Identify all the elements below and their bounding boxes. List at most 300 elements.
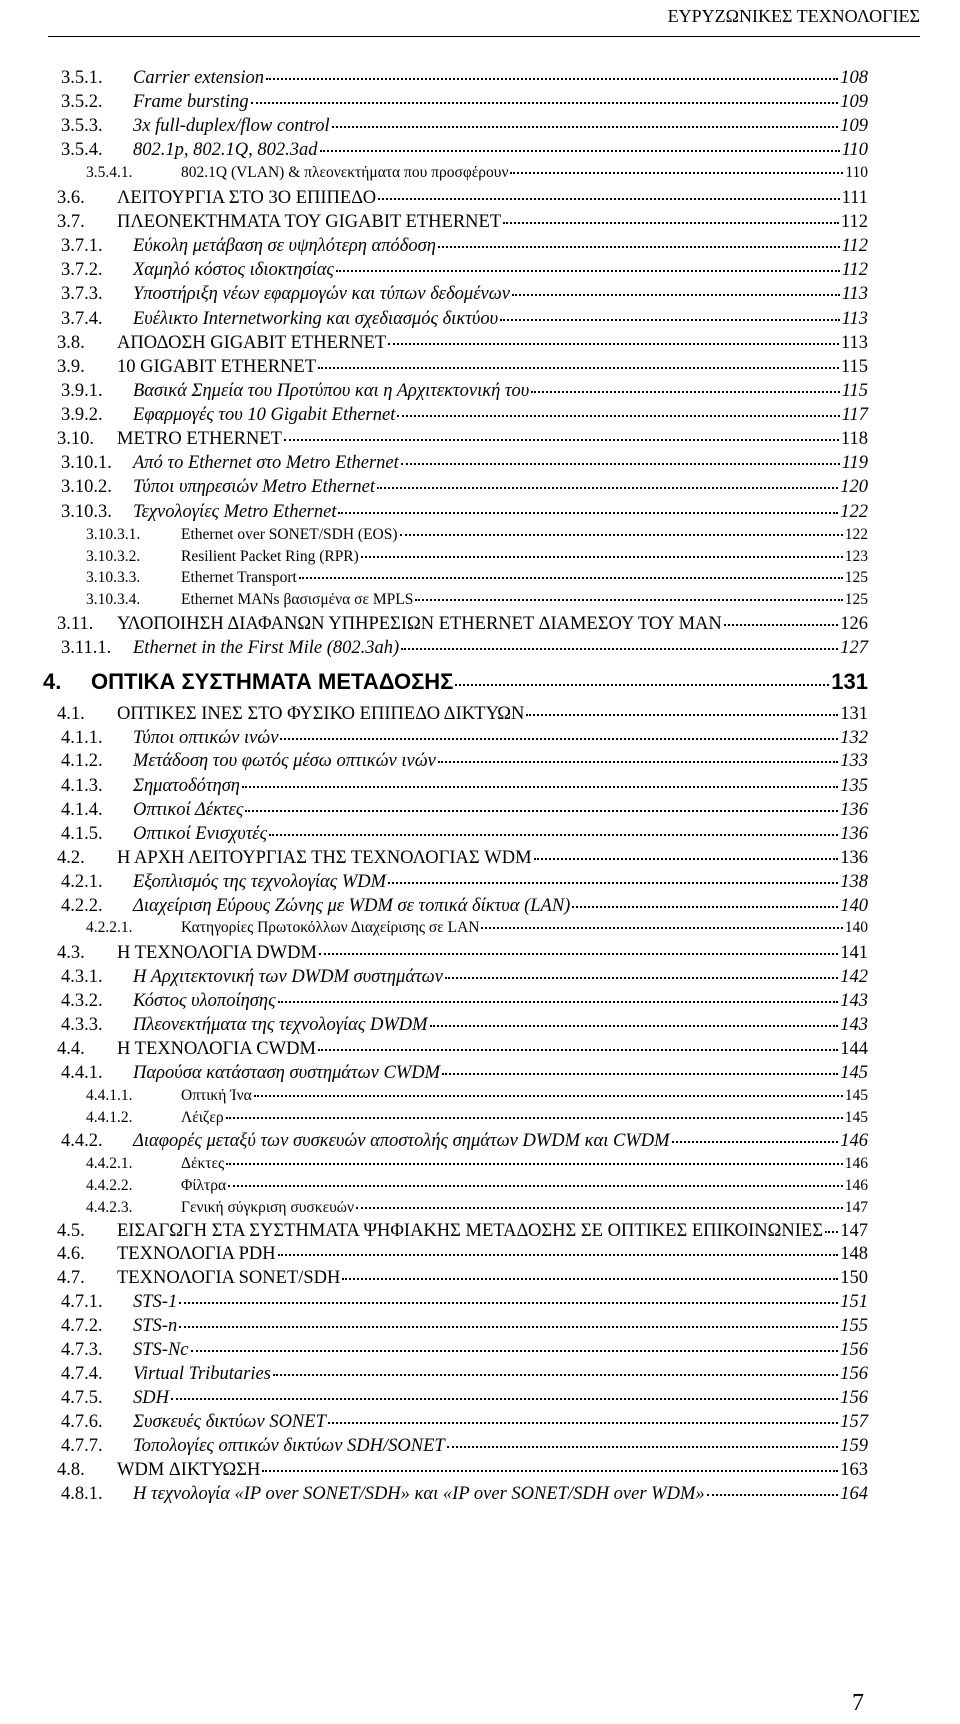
toc-entry-number: 3.7.1. <box>61 236 103 256</box>
toc-entry-number: 3.10.3.3. <box>86 569 141 586</box>
toc-entry-number: 3.9.2. <box>61 405 103 425</box>
toc-entry-title: Resilient Packet Ring (RPR) <box>181 548 359 565</box>
toc-entry-number: 3.5.3. <box>61 116 103 136</box>
toc-dot-leader <box>724 624 838 626</box>
toc-entry-title: METRO ETHERNET <box>117 429 282 449</box>
toc-dot-leader <box>179 1326 838 1328</box>
toc-dot-leader <box>707 1494 839 1496</box>
toc-entry-page: 125 <box>844 569 868 586</box>
toc-entry-page: 148 <box>840 1244 868 1264</box>
toc-entry-page: 138 <box>840 872 868 892</box>
toc-dot-leader <box>280 738 838 740</box>
toc-dot-leader <box>445 977 838 979</box>
toc-entry-page: 109 <box>840 116 868 136</box>
toc-entry-number: 3.11. <box>57 614 94 634</box>
toc-dot-leader <box>266 78 838 80</box>
toc-entry-number: 4.4.2.1. <box>86 1155 133 1172</box>
toc-entry[interactable] <box>0 728 960 749</box>
toc-entry[interactable] <box>0 526 960 544</box>
toc-entry-number: 3.10.1. <box>61 453 112 473</box>
toc-dot-leader <box>397 415 839 417</box>
toc-entry-page: 109 <box>840 92 868 112</box>
toc-dot-leader <box>278 1001 839 1003</box>
toc-dot-leader <box>262 1470 838 1472</box>
toc-entry-page: 113 <box>841 309 868 329</box>
toc-entry-page: 115 <box>841 381 868 401</box>
toc-entry-title: Βασικά Σημεία του Προτύπου και η Αρχιτεκτονική του <box>133 381 530 401</box>
toc-entry[interactable] <box>0 477 960 498</box>
toc-entry[interactable] <box>0 309 960 330</box>
toc-entry-number: 4.6. <box>57 1244 85 1264</box>
toc-entry-number: 4.8.1. <box>61 1484 103 1504</box>
toc-entry-title: Φίλτρα <box>181 1177 227 1194</box>
toc-entry-page: 143 <box>840 991 868 1011</box>
toc-dot-leader <box>534 858 839 860</box>
toc-entry-page: 157 <box>840 1412 868 1432</box>
toc-entry-title: ΑΠΟΔΟΣΗ GIGABIT ETHERNET <box>117 333 387 353</box>
toc-entry-title: Τοπολογίες οπτικών δικτύων SDH/SONET <box>133 1436 445 1456</box>
toc-entry-page: 156 <box>840 1340 868 1360</box>
toc-entry-number: 3.10.2. <box>61 477 112 497</box>
toc-dot-leader <box>400 534 843 536</box>
toc-dot-leader <box>336 270 840 272</box>
toc-entry-page: 117 <box>841 405 868 425</box>
toc-entry-page: 146 <box>844 1177 868 1194</box>
toc-dot-leader <box>572 906 838 908</box>
toc-entry-title: ΛΕΙΤΟΥΡΓΙΑ ΣΤΟ 3Ο ΕΠΙΠΕΔΟ <box>117 188 377 208</box>
toc-entry-title: Γενική σύγκριση συσκευών <box>181 1199 354 1216</box>
toc-entry[interactable] <box>0 638 960 659</box>
toc-entry-number: 4.3.2. <box>61 991 103 1011</box>
toc-entry-title: ΥΛΟΠΟΙΗΣΗ ΔΙΑΦΑΝΩΝ ΥΠΗΡΕΣΙΩΝ ETHERNET ΔΙΑΜΕΣΟΥ ΤΟΥ MAN <box>117 614 722 634</box>
toc-entry[interactable] <box>0 1177 960 1195</box>
toc-dot-leader <box>526 714 838 716</box>
toc-entry-page: 164 <box>840 1484 868 1504</box>
toc-dot-leader <box>254 1095 843 1097</box>
toc-entry-title: ΤΕΧΝΟΛΟΓΙΑ SONET/SDH <box>117 1268 341 1288</box>
toc-entry[interactable] <box>0 751 960 772</box>
toc-entry-page: 136 <box>840 848 868 868</box>
toc-entry-page: 141 <box>840 943 868 963</box>
toc-dot-leader <box>438 761 838 763</box>
toc-entry[interactable] <box>0 943 960 964</box>
toc-entry-page: 151 <box>840 1292 868 1312</box>
toc-dot-leader <box>284 439 839 441</box>
toc-dot-leader <box>401 648 838 650</box>
toc-dot-leader <box>245 810 838 812</box>
toc-entry[interactable] <box>0 1340 960 1361</box>
toc-entry[interactable] <box>0 569 960 587</box>
toc-entry-number: 3.11.1. <box>61 638 112 658</box>
toc-dot-leader <box>481 927 842 929</box>
toc-entry[interactable] <box>0 1244 960 1265</box>
toc-entry-page: 146 <box>844 1155 868 1172</box>
toc-entry-title: ΠΛΕΟΝΕΚΤΗΜΑΤΑ ΤΟΥ GIGABIT ETHERNET <box>117 212 502 232</box>
toc-entry-title: Κόστος υλοποίησης <box>133 991 276 1011</box>
toc-entry-number: 3.7.2. <box>61 260 103 280</box>
toc-entry-title: Ευέλικτο Internetworking και σχεδιασμός δικτύου <box>133 309 499 329</box>
toc-entry-title: Λέιζερ <box>181 1109 224 1126</box>
toc-dot-leader <box>510 172 843 174</box>
toc-entry-title: Η Αρχιτεκτονική των DWDM συστημάτων <box>133 967 443 987</box>
toc-entry-title: Διαχείριση Εύρους Ζώνης με WDM σε τοπικά δίκτυα (LAN) <box>133 896 571 916</box>
toc-entry-number: 4. <box>43 669 62 694</box>
toc-entry-page: 118 <box>840 429 868 449</box>
toc-dot-leader <box>447 1446 839 1448</box>
toc-entry-title: Εφαρμογές του 10 Gigabit Ethernet <box>133 405 396 425</box>
toc-entry[interactable] <box>0 116 960 137</box>
toc-entry[interactable] <box>0 1087 960 1105</box>
toc-entry-title: ΤΕΧΝΟΛΟΓΙΑ PDH <box>117 1244 276 1264</box>
toc-entry[interactable] <box>0 800 960 821</box>
toc-entry-title: Υποστήριξη νέων εφαρμογών και τύπων δεδομένων <box>133 284 510 304</box>
toc-entry-number: 4.4.1. <box>61 1063 103 1083</box>
toc-entry-title: Ethernet over SONET/SDH (EOS) <box>181 526 398 543</box>
toc-entry-title: STS-n <box>133 1316 178 1336</box>
toc-entry[interactable] <box>0 164 960 182</box>
toc-entry[interactable] <box>0 1268 960 1289</box>
toc-entry[interactable] <box>0 1131 960 1152</box>
toc-entry-title: Ethernet in the First Mile (802.3ah) <box>133 638 400 658</box>
toc-entry[interactable] <box>0 1199 960 1217</box>
toc-entry[interactable] <box>0 453 960 474</box>
toc-entry[interactable] <box>0 776 960 797</box>
toc-entry[interactable] <box>0 919 960 937</box>
toc-entry-number: 3.9. <box>57 357 85 377</box>
toc-dot-leader <box>179 1302 838 1304</box>
toc-entry-number: 3.10.3.4. <box>86 591 141 608</box>
toc-entry-number: 3.10.3.2. <box>86 548 141 565</box>
toc-entry-page: 144 <box>840 1039 868 1059</box>
toc-entry-page: 122 <box>844 526 868 543</box>
toc-entry-number: 3.7. <box>57 212 85 232</box>
toc-dot-leader <box>455 684 829 686</box>
toc-entry-number: 4.7.3. <box>61 1340 103 1360</box>
toc-entry-title: Τύποι οπτικών ινών <box>133 728 279 748</box>
toc-entry-number: 4.8. <box>57 1460 85 1480</box>
toc-entry-number: 4.1.3. <box>61 776 103 796</box>
toc-entry-page: 112 <box>841 236 868 256</box>
toc-entry[interactable] <box>0 1155 960 1173</box>
toc-dot-leader <box>251 102 839 104</box>
toc-entry[interactable] <box>0 188 960 209</box>
toc-dot-leader <box>228 1185 843 1187</box>
toc-entry-page: 155 <box>840 1316 868 1336</box>
toc-entry-page: 136 <box>840 824 868 844</box>
toc-entry[interactable] <box>0 1460 960 1481</box>
toc-dot-leader <box>388 343 839 345</box>
toc-entry-number: 4.3.3. <box>61 1015 103 1035</box>
toc-entry-page: 123 <box>844 548 868 565</box>
toc-entry-page: 108 <box>840 68 868 88</box>
toc-entry-number: 4.7.4. <box>61 1364 103 1384</box>
toc-entry-title: Από το Ethernet στο Metro Ethernet <box>133 453 399 473</box>
toc-entry-number: 3.9.1. <box>61 381 103 401</box>
toc-entry-number: 4.3. <box>57 943 85 963</box>
toc-entry-title: Εύκολη μετάβαση σε υψηλότερη απόδοση <box>133 236 436 256</box>
toc-entry-title: Τύποι υπηρεσιών Metro Ethernet <box>133 477 376 497</box>
toc-dot-leader <box>273 1374 838 1376</box>
toc-entry-number: 4.4.1.1. <box>86 1087 133 1104</box>
toc-entry-number: 4.7.7. <box>61 1436 103 1456</box>
toc-entry-page: 111 <box>841 188 868 208</box>
toc-entry-page: 147 <box>844 1199 868 1216</box>
toc-entry-page: 135 <box>840 776 868 796</box>
toc-dot-leader <box>378 198 840 200</box>
toc-entry-page: 140 <box>840 896 868 916</box>
toc-dot-leader <box>361 556 843 558</box>
toc-dot-leader <box>226 1163 843 1165</box>
toc-entry-title: STS-1 <box>133 1292 178 1312</box>
toc-entry[interactable] <box>0 284 960 305</box>
toc-entry-title: Σηματοδότηση <box>133 776 240 796</box>
toc-dot-leader <box>442 1073 838 1075</box>
toc-dot-leader <box>342 1278 838 1280</box>
toc-entry-page: 146 <box>840 1131 868 1151</box>
toc-entry-number: 4.2.1. <box>61 872 103 892</box>
toc-entry-number: 4.2.2.1. <box>86 919 133 936</box>
toc-entry-title: Μετάδοση του φωτός μέσω οπτικών ινών <box>133 751 436 771</box>
toc-entry[interactable] <box>0 1436 960 1457</box>
toc-dot-leader <box>332 126 839 128</box>
toc-entry-page: 143 <box>840 1015 868 1035</box>
toc-entry-title: Carrier extension <box>133 68 265 88</box>
toc-entry-page: 131 <box>840 704 868 724</box>
toc-dot-leader <box>278 1254 839 1256</box>
toc-entry-title: ΟΠΤΙΚΑ ΣΥΣΤΗΜΑΤΑ ΜΕΤΑΔΟΣΗΣ <box>91 669 454 694</box>
toc-entry-page: 131 <box>831 669 868 694</box>
toc-entry-page: 115 <box>840 357 868 377</box>
toc-entry-title: Εξοπλισμός της τεχνολογίας WDM <box>133 872 387 892</box>
page-number: 7 <box>852 1690 864 1716</box>
toc-entry[interactable] <box>0 1015 960 1036</box>
toc-entry[interactable] <box>0 140 960 161</box>
toc-dot-leader <box>171 1398 838 1400</box>
toc-entry-number: 3.5.4. <box>61 140 103 160</box>
toc-entry-number: 4.7.6. <box>61 1412 103 1432</box>
toc-entry-page: 110 <box>845 164 868 181</box>
toc-entry[interactable] <box>0 405 960 426</box>
toc-entry-page: 142 <box>840 967 868 987</box>
toc-entry-page: 150 <box>840 1268 868 1288</box>
toc-entry-page: 133 <box>840 751 868 771</box>
toc-entry-number: 4.4.2.3. <box>86 1199 133 1216</box>
toc-entry-page: 145 <box>844 1087 868 1104</box>
toc-entry[interactable] <box>0 92 960 113</box>
toc-dot-leader <box>242 786 838 788</box>
toc-entry-title: ΟΠΤΙΚΕΣ ΙΝΕΣ ΣΤΟ ΦΥΣΙΚΟ ΕΠΙΠΕΔΟ ΔΙΚΤΥΩΝ <box>117 704 525 724</box>
toc-dot-leader <box>401 463 840 465</box>
toc-entry-page: 122 <box>840 502 868 522</box>
toc-entry-page: 163 <box>840 1460 868 1480</box>
toc-entry[interactable] <box>0 1109 960 1127</box>
toc-entry[interactable] <box>0 548 960 566</box>
toc-entry-title: 3x full-duplex/flow control <box>133 116 330 136</box>
toc-entry-page: 120 <box>840 477 868 497</box>
toc-entry-title: Κατηγορίες Πρωτοκόλλων Διαχείρισης σε LAN <box>181 919 480 936</box>
toc-entry-number: 3.10.3.1. <box>86 526 141 543</box>
toc-entry-number: 3.5.2. <box>61 92 103 112</box>
toc-entry[interactable] <box>0 333 960 354</box>
toc-dot-leader <box>825 1231 838 1233</box>
toc-dot-leader <box>191 1350 839 1352</box>
toc-entry-title: Η ΤΕΧΝΟΛΟΓΙΑ DWDM <box>117 943 317 963</box>
toc-entry-page: 113 <box>841 284 868 304</box>
toc-entry-number: 3.8. <box>57 333 85 353</box>
toc-entry-page: 112 <box>841 260 868 280</box>
toc-entry[interactable] <box>0 68 960 89</box>
toc-entry[interactable] <box>0 991 960 1012</box>
toc-entry-page: 140 <box>844 919 868 936</box>
toc-entry-number: 4.1.1. <box>61 728 103 748</box>
toc-entry-number: 4.3.1. <box>61 967 103 987</box>
toc-entry-page: 145 <box>844 1109 868 1126</box>
toc-entry-number: 3.5.4.1. <box>86 164 133 181</box>
toc-entry-title: Διαφορές μεταξύ των συσκευών αποστολής σημάτων DWDM και CWDM <box>133 1131 670 1151</box>
toc-dot-leader <box>299 577 843 579</box>
toc-dot-leader <box>318 1049 838 1051</box>
toc-dot-leader <box>269 834 838 836</box>
toc-entry-page: 126 <box>840 614 868 634</box>
toc-entry[interactable] <box>0 848 960 869</box>
toc-entry[interactable] <box>0 502 960 523</box>
toc-dot-leader <box>377 487 838 489</box>
toc-entry-title: Virtual Tributaries <box>133 1364 271 1384</box>
toc-entry-title: Παρούσα κατάσταση συστημάτων CWDM <box>133 1063 441 1083</box>
toc-entry[interactable] <box>0 236 960 257</box>
toc-entry-page: 156 <box>840 1364 868 1384</box>
toc-dot-leader <box>430 1025 839 1027</box>
toc-dot-leader <box>320 150 840 152</box>
toc-entry-title: Οπτικοί Ενισχυτές <box>133 824 268 844</box>
toc-entry-page: 113 <box>840 333 868 353</box>
toc-entry-title: Η ΑΡΧΗ ΛΕΙΤΟΥΡΓΙΑΣ ΤΗΣ ΤΕΧΝΟΛΟΓΙΑΣ WDM <box>117 848 532 868</box>
toc-entry-page: 119 <box>841 453 868 473</box>
toc-entry-number: 4.4. <box>57 1039 85 1059</box>
toc-entry[interactable] <box>0 1388 960 1409</box>
toc-entry-number: 4.7.1. <box>61 1292 103 1312</box>
toc-entry-number: 4.2. <box>57 848 85 868</box>
toc-dot-leader <box>226 1117 843 1119</box>
toc-entry[interactable] <box>0 872 960 893</box>
toc-entry-title: Ethernet Transport <box>181 569 297 586</box>
toc-entry-page: 156 <box>840 1388 868 1408</box>
toc-entry-page: 145 <box>840 1063 868 1083</box>
toc-entry[interactable] <box>0 1412 960 1433</box>
toc-entry[interactable] <box>0 212 960 233</box>
toc-entry-page: 136 <box>840 800 868 820</box>
toc-dot-leader <box>438 246 840 248</box>
toc-entry-page: 147 <box>840 1221 868 1241</box>
toc-dot-leader <box>328 1422 838 1424</box>
toc-entry[interactable] <box>0 1063 960 1084</box>
toc-dot-leader <box>503 222 839 224</box>
toc-dot-leader <box>318 367 839 369</box>
toc-entry-title: STS-Nc <box>133 1340 189 1360</box>
toc-entry[interactable] <box>0 1221 960 1242</box>
toc-dot-leader <box>338 512 838 514</box>
toc-dot-leader <box>500 319 840 321</box>
toc-entry-title: 802.1p, 802.1Q, 802.3ad <box>133 140 318 160</box>
toc-entry-title: Πλεονεκτήματα της τεχνολογίας DWDM <box>133 1015 428 1035</box>
toc-dot-leader <box>356 1207 843 1209</box>
toc-dot-leader <box>415 599 842 601</box>
toc-entry-page: 125 <box>844 591 868 608</box>
toc-entry-number: 4.7. <box>57 1268 85 1288</box>
toc-entry[interactable] <box>0 824 960 845</box>
toc-entry-page: 132 <box>840 728 868 748</box>
toc-entry-number: 3.6. <box>57 188 85 208</box>
toc-entry[interactable] <box>0 1292 960 1313</box>
toc-entry[interactable] <box>0 1484 960 1505</box>
toc-entry[interactable] <box>0 967 960 988</box>
toc-entry[interactable] <box>0 614 960 635</box>
toc-entry-title: Τεχνολογίες Metro Ethernet <box>133 502 337 522</box>
toc-dot-leader <box>531 391 839 393</box>
toc-entry-title: Ethernet MANs βασισμένα σε MPLS <box>181 591 414 608</box>
toc-entry[interactable] <box>0 669 960 695</box>
toc-entry-title: Η τεχνολογία «IP over SONET/SDH» και «IP over SONET/SDH over WDM» <box>133 1484 705 1504</box>
toc-entry-title: SDH <box>133 1388 169 1408</box>
toc-dot-leader <box>388 882 838 884</box>
toc-entry-number: 4.4.2. <box>61 1131 103 1151</box>
toc-entry-page: 110 <box>841 140 868 160</box>
toc-entry-title: 10 GIGABIT ETHERNET <box>117 357 317 377</box>
toc-entry[interactable] <box>0 896 960 917</box>
toc-entry-number: 4.1.5. <box>61 824 103 844</box>
toc-entry[interactable] <box>0 1316 960 1337</box>
toc-entry-title: ΕΙΣΑΓΩΓΗ ΣΤΑ ΣΥΣΤΗΜΑΤΑ ΨΗΦΙΑΚΗΣ ΜΕΤΑΔΟΣΗΣ ΣΕ ΟΠΤΙΚΕΣ ΕΠΙΚΟΙΝΩΝΙΕΣ <box>117 1221 823 1241</box>
toc-entry-page: 159 <box>840 1436 868 1456</box>
toc-entry-page: 112 <box>840 212 868 232</box>
toc-entry-number: 3.5.1. <box>61 68 103 88</box>
toc-entry-page: 127 <box>840 638 868 658</box>
toc-entry-number: 3.7.3. <box>61 284 103 304</box>
toc-entry-number: 4.4.2.2. <box>86 1177 133 1194</box>
toc-entry-number: 3.10. <box>57 429 94 449</box>
toc-entry-number: 4.1.2. <box>61 751 103 771</box>
toc-dot-leader <box>319 953 838 955</box>
toc-entry-number: 4.4.1.2. <box>86 1109 133 1126</box>
toc-entry-title: Frame bursting <box>133 92 249 112</box>
toc-entry[interactable] <box>0 381 960 402</box>
header-rule <box>48 36 920 37</box>
toc-entry-title: Χαμηλό κόστος ιδιοκτησίας <box>133 260 334 280</box>
toc-entry-title: Συσκευές δικτύων SONET <box>133 1412 326 1432</box>
toc-entry-title: Δέκτες <box>181 1155 225 1172</box>
toc-entry-number: 3.10.3. <box>61 502 112 522</box>
toc-dot-leader <box>672 1141 839 1143</box>
toc-entry-number: 4.1. <box>57 704 85 724</box>
toc-entry[interactable] <box>0 429 960 450</box>
toc-entry-number: 4.2.2. <box>61 896 103 916</box>
toc-entry-number: 4.7.2. <box>61 1316 103 1336</box>
toc-entry-title: WDM ΔΙΚΤΥΩΣΗ <box>117 1460 261 1480</box>
toc-dot-leader <box>512 294 840 296</box>
toc-entry-title: Οπτική Ίνα <box>181 1087 252 1104</box>
toc-entry-number: 4.1.4. <box>61 800 103 820</box>
toc-entry-title: 802.1Q (VLAN) & πλεονεκτήματα που προσφέρουν <box>181 164 509 181</box>
toc-entry[interactable] <box>0 591 960 609</box>
toc-entry-number: 4.7.5. <box>61 1388 103 1408</box>
toc-entry[interactable] <box>0 704 960 725</box>
toc-entry-number: 4.5. <box>57 1221 85 1241</box>
toc-entry[interactable] <box>0 260 960 281</box>
toc-entry[interactable] <box>0 357 960 378</box>
toc-entry[interactable] <box>0 1039 960 1060</box>
toc-entry-number: 3.7.4. <box>61 309 103 329</box>
toc-entry[interactable] <box>0 1364 960 1385</box>
